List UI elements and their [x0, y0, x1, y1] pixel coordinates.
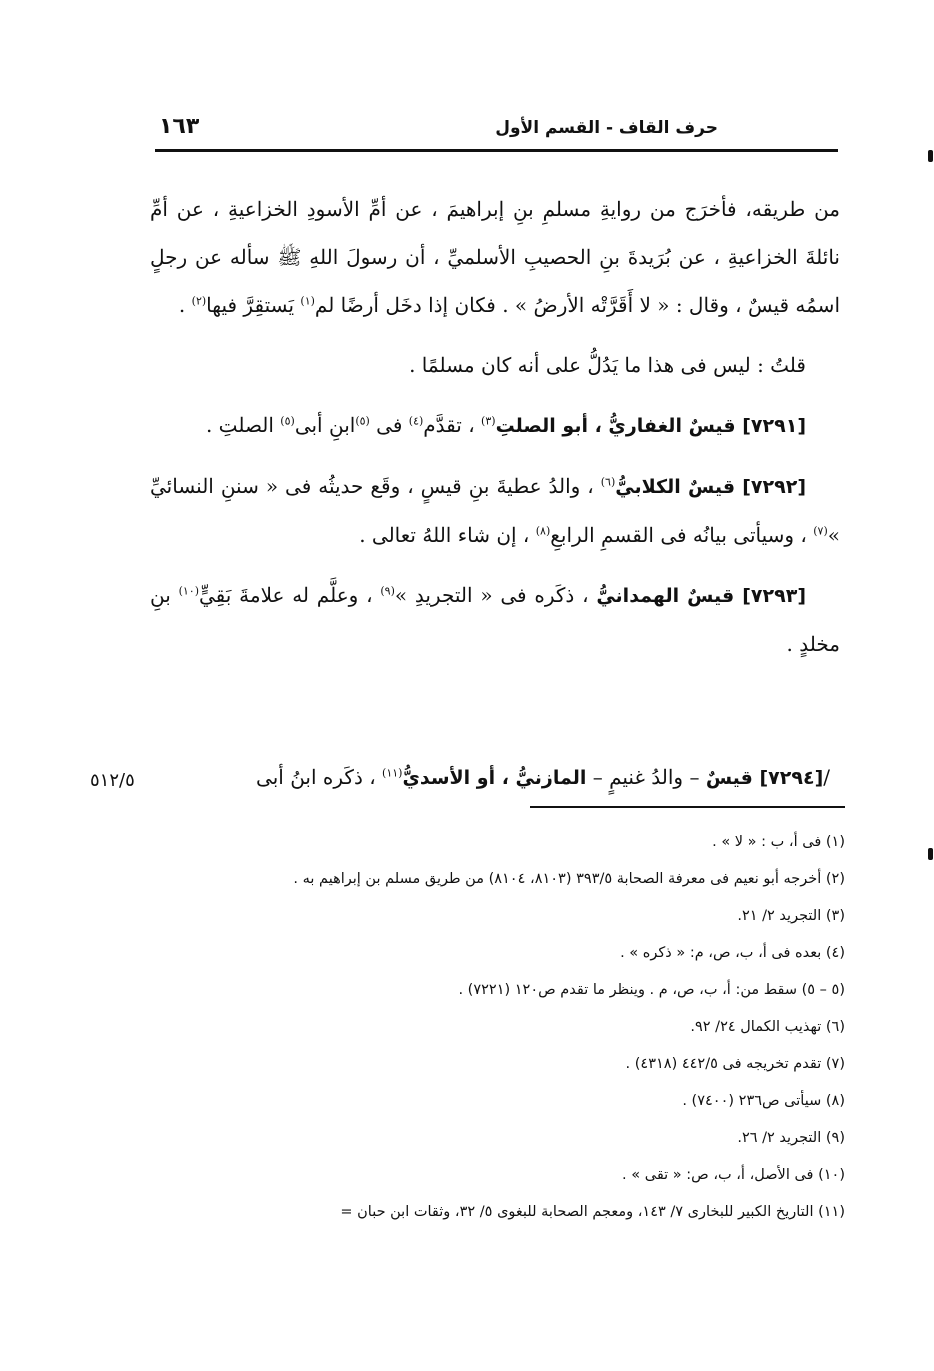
- scan-edge-mark: [928, 150, 933, 162]
- footnote: (١١) التاريخ الكبير للبخارى ٧/ ١٤٣، ومعجم الصحابة للبغوى ٥/ ٣٢، وثقات ابن حبان =: [340, 1204, 845, 1220]
- page-break-slash: /: [823, 765, 830, 789]
- footnote-ref: (٧): [813, 524, 828, 538]
- footnote-rule: [530, 806, 845, 808]
- main-text: [150, 185, 840, 668]
- header-rule: [155, 149, 838, 152]
- paragraph-2: قلتُ : ليس فى هذا ما يَدُلُّ على أنه كان مسلمًا .: [409, 353, 806, 377]
- footnote-ref: (١): [300, 294, 315, 308]
- header-title: حرف القاف - القسم الأول: [495, 118, 718, 138]
- entry-7293: [٧٢٩٣] قيسٌ الهمدانيُّ ، ذكَره فى « التجريدِ »$^{(٩)}$ ، وعلَّم له علامةَ بَقِيٍّ$^{(١٠)}$ بنِ مخلدٍ .: [150, 583, 840, 656]
- footnote: (٧) تقدم تخريجه فى ٤٤٢/٥ (٤٣١٨) .: [625, 1056, 845, 1072]
- entry-title: [٧٢٩١] قيسٌ الغفاريُّ ، أبو الصلتِ: [495, 415, 806, 437]
- entry-7294: /[٧٢٩٤] قيسٌ – والدُ غنيمٍ – المازنيُّ ، أو الأسديُّ$^{(١١)}$ ، ذكَره ابنُ أبى: [256, 765, 830, 789]
- paragraph-1: من طريقه، فأخرَج من روايةِ مسلمِ بنِ إبراهيمَ ، عن أمِّ الأسودِ الخزاعيةِ ، عن أمِّ نائلةَ الخزاعيةِ ، عن بُرَيدةَ بنِ الحصيبِ الأسلميِّ ، أن رسولَ اللهِ ﷺ سأله عن رجلٍ اسمُه قيسٌ ، وقال : « لا أَقَرَّتْه الأرضُ » . فكان إذا دخَل أرضًا لم$^{(١)}$ يَستقِرَّ فيها$^{(٢)}$ .: [150, 197, 840, 317]
- footnote-ref: (١١): [382, 766, 403, 780]
- footnote: (٢) أخرجه أبو نعيم فى معرفة الصحابة ٣٩٣/٥ (٨١٠٣، ٨١٠٤) من طريق مسلم بن إبراهيم به .: [293, 871, 845, 887]
- entry-title: [٧٢٩٣] قيسٌ الهمدانيُّ: [596, 585, 806, 607]
- footnote-ref: (٤): [408, 414, 424, 428]
- footnote-ref: (١٠): [178, 584, 199, 598]
- footnote: (٦) تهذيب الكمال ٢٤/ ٩٢.: [690, 1019, 845, 1035]
- footnote-ref: (٢): [191, 294, 207, 308]
- footnote-ref: (٥): [355, 414, 370, 428]
- scan-edge-mark: [928, 848, 933, 860]
- footnote-ref: (٥): [280, 414, 295, 428]
- entry-title: [٧٢٩٢] قيسٌ الكلابيُّ: [615, 476, 806, 498]
- footnote: (٩) التجريد ٢/ ٢٦.: [737, 1130, 845, 1146]
- footnote: (٣) التجريد ٢/ ٢١.: [737, 908, 845, 924]
- footnote: (٤) بعده فى أ، ب، ص، م: « ذكره » .: [620, 945, 845, 961]
- footnote: (٨) سيأتى ص٢٣٦ (٧٤٠٠) .: [682, 1093, 845, 1109]
- entry-7292: [٧٢٩٢] قيسٌ الكلابيُّ$^{(٦)}$ ، والدُ عطيةَ بنِ قيسٍ ، وقَع حديثُه فى « سننِ النسائيِّ »$^{(٧)}$ ، وسيأتى بيانُه فى القسمِ الرابعِ$^{(٨)}$ ، إن شاء اللهُ تعالى .: [150, 474, 840, 547]
- footnote: (١٠) فى الأصل، أ، ب، ص: « تقى » .: [622, 1167, 845, 1183]
- footnote-ref: (٣): [481, 414, 496, 428]
- footnote: (١) فى أ، ب : « لا » .: [712, 834, 845, 850]
- footnote-ref: (٦): [600, 475, 616, 489]
- footnote-ref: (٨): [535, 524, 551, 538]
- running-header: [155, 112, 838, 146]
- footnote-ref: (٩): [380, 584, 395, 598]
- margin-reference: ٥١٢/٥: [90, 770, 135, 791]
- entry-7291: [٧٢٩١] قيسٌ الغفاريُّ ، أبو الصلتِ$^{(٣)}$ ، تقدَّم$^{(٤)}$ فى $^{(٥)}$ابنِ أبى$^{(٥)}$ الصلتِ .: [205, 413, 806, 437]
- footnotes: [150, 824, 845, 1231]
- entry-title: [٧٢٩٤] قيسٌ: [705, 767, 824, 789]
- footnote: (٥ – ٥) سقط من: أ، ب، ص، م . وينظر ما تقدم ص١٢٠ (٧٢٢١) .: [458, 982, 845, 998]
- page-number: ١٦٣: [159, 114, 200, 139]
- entry-title-2: المازنيُّ ، أو الأسديُّ: [402, 767, 587, 789]
